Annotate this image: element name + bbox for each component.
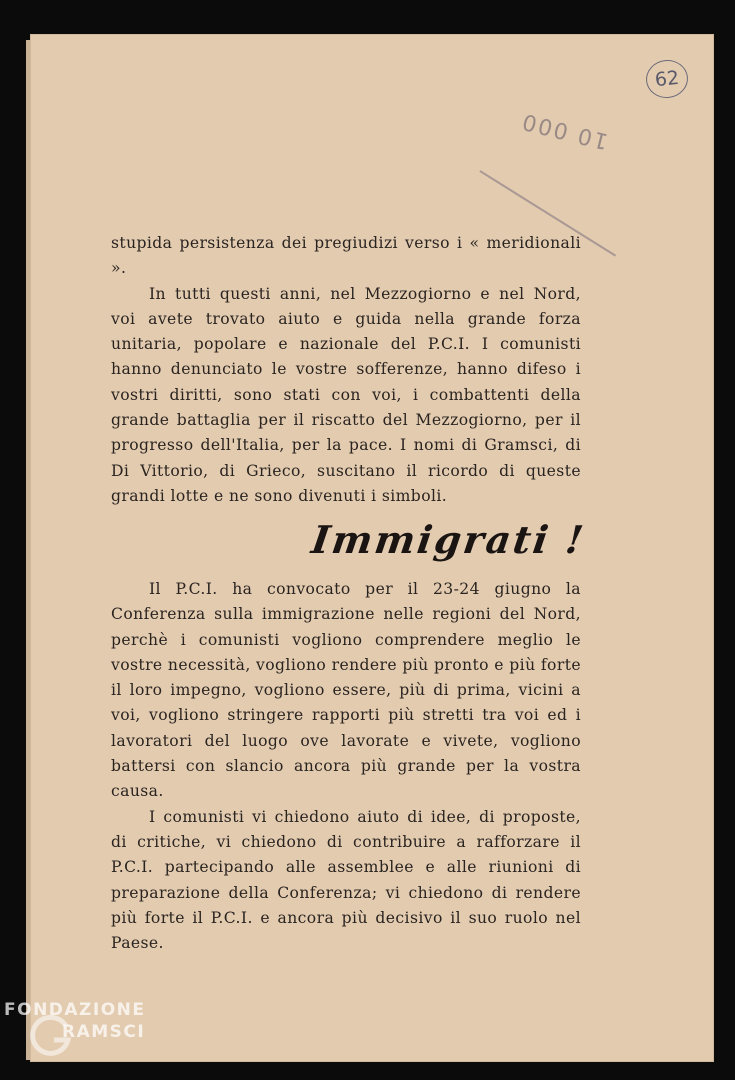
heading-immigrati: Immigrati !	[308, 517, 589, 562]
paragraph: I comunisti vi chiedono aiuto di idee, di proposte, di critiche, vi chiedono di contribuire a rafforzare il P.C.I. partecipando alle assemblee e alle riunioni di preparazione della Conferenza; vi chiedono di rendere più forte il P.C.I. e ancora più decisivo il suo ruolo nel Paese.	[111, 807, 581, 953]
archive-stamp: 62	[644, 58, 690, 100]
watermark-line2: RAMSCI	[62, 1022, 146, 1042]
paragraph: stupida persistenza dei pregiudizi verso i « meridionali ».	[111, 234, 581, 278]
top-text-block	[111, 231, 581, 509]
bottom-text-block	[111, 577, 581, 956]
watermark-line1: FONDAZIONE	[4, 1000, 146, 1020]
paragraph: In tutti questi anni, nel Mezzogiorno e nel Nord, voi avete trovato aiuto e guida nella grande forza unitaria, popolare e nazionale del P.C.I. I comunisti hanno denunciato le vostre sofferenze, hanno difeso i vostri diritti, sono stati con voi, i combattenti della grande battaglia per il riscatto del Mezzogiorno, per il progresso dell'Italia, per la pace. I nomi di Gramsci, di Di Vittorio, di Grieco, suscitano il ricordo di queste grandi lotte e ne sono divenuti i simboli.	[111, 284, 581, 505]
pencil-note: 10 000	[518, 107, 611, 154]
fondazione-gramsci-watermark	[4, 1000, 146, 1042]
paragraph: Il P.C.I. ha convocato per il 23-24 giugno la Conferenza sulla immigrazione nelle regioni del Nord, perchè i comunisti vogliono comprendere meglio le vostre necessità, vogliono rendere più pronto e più forte il loro impegno, vogliono essere, più di prima, vicini a voi, vogliono stringere rapporti più stretti tra voi ed i lavoratori del luogo ove lavorate e vivete, vogliono battersi con slancio ancora più grande per la vostra causa.	[111, 580, 581, 801]
